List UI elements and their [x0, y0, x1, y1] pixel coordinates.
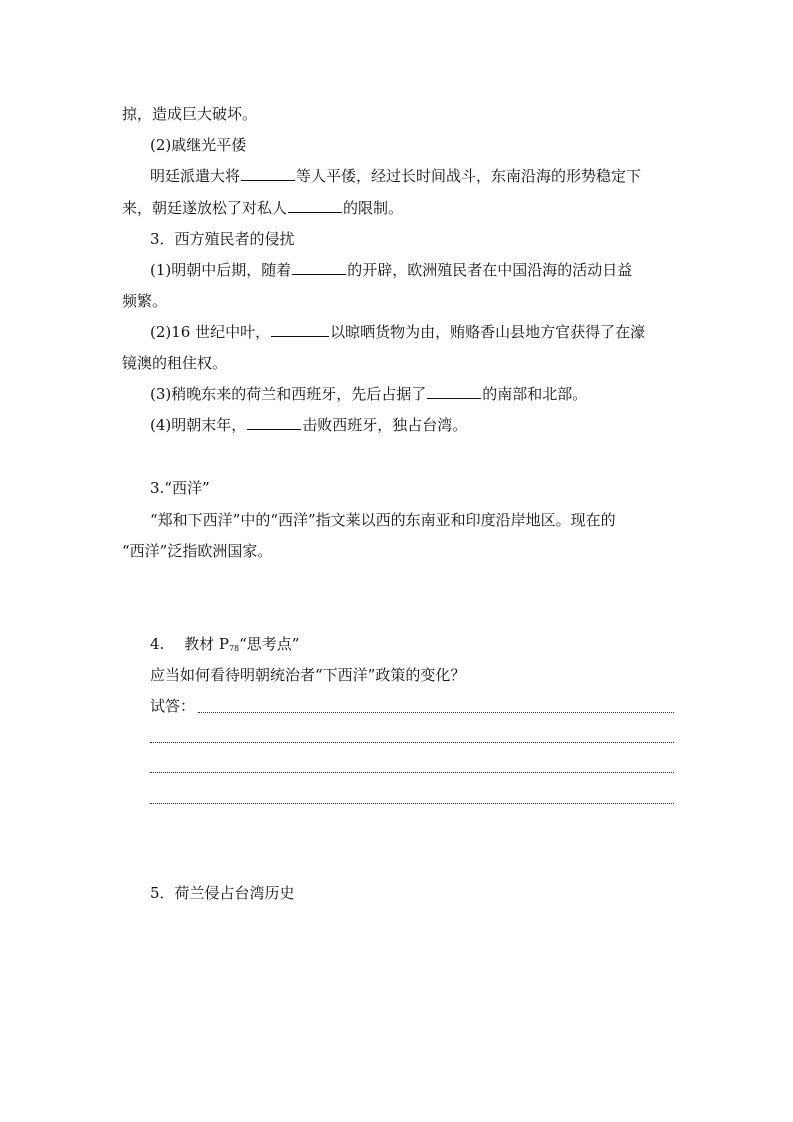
- section-heading: 3．西方殖民者的侵扰: [150, 230, 295, 248]
- text-line: 掠，造成巨大破坏。: [122, 105, 258, 123]
- fill-blank[interactable]: [241, 166, 295, 181]
- text-line: 镜澳的租住权。: [122, 354, 228, 372]
- text-span: 明廷派遣大将: [150, 167, 241, 185]
- text-span: 4. 教材 P: [150, 635, 229, 653]
- fill-blank[interactable]: [271, 322, 329, 337]
- text-line: 频繁。: [122, 292, 168, 310]
- text-span: 等人平倭，经过长时间战斗，东南沿海的形势稳定下: [296, 167, 642, 185]
- text-line: [122, 198, 403, 218]
- text-line: [150, 166, 641, 186]
- text-line: “郑和下西洋”中的“西洋”指文莱以西的东南亚和印度沿岸地区。现在的: [150, 511, 616, 529]
- text-span: (4)明朝末年，: [150, 416, 247, 434]
- text-span: (1)明朝中后期，随着: [150, 261, 292, 279]
- text-line: [150, 384, 587, 404]
- answer-label: 试答：: [150, 697, 196, 715]
- text-span: (2)16 世纪中叶，: [150, 323, 271, 341]
- text-span: (3)稍晚东来的荷兰和西班牙，先后占据了: [150, 385, 427, 403]
- note-heading: [150, 634, 299, 659]
- text-line: [150, 322, 645, 342]
- answer-line[interactable]: [198, 712, 674, 713]
- text-span: 的开辟，欧洲殖民者在中国沿海的活动日益: [347, 261, 633, 279]
- text-line: “西洋”泛指欧洲国家。: [122, 542, 273, 560]
- text-span: 击败西班牙，独占台湾。: [302, 416, 468, 434]
- subheading: (2)戚继光平倭: [150, 136, 247, 154]
- text-span: 的南部和北部。: [482, 385, 588, 403]
- answer-line[interactable]: [150, 803, 674, 804]
- text-span: “思考点”: [239, 635, 300, 653]
- note-heading: 5．荷兰侵占台湾历史: [150, 884, 295, 902]
- fill-blank[interactable]: [427, 384, 481, 399]
- fill-blank[interactable]: [247, 415, 301, 430]
- fill-blank[interactable]: [288, 198, 342, 213]
- text-span: 的限制。: [343, 199, 404, 217]
- text-span: 来，朝廷遂放松了对私人: [122, 199, 288, 217]
- text-span: 以晾晒货物为由，贿赂香山县地方官获得了在濠: [330, 323, 646, 341]
- fill-blank[interactable]: [292, 260, 346, 275]
- text-line: [150, 260, 632, 280]
- page-subscript: 78: [228, 644, 240, 653]
- answer-line[interactable]: [150, 742, 674, 743]
- note-heading: 3.“西洋”: [150, 479, 210, 497]
- text-line: [150, 415, 467, 435]
- answer-line[interactable]: [150, 772, 674, 773]
- question-text: 应当如何看待明朝统治者“下西洋”政策的变化？: [150, 666, 466, 684]
